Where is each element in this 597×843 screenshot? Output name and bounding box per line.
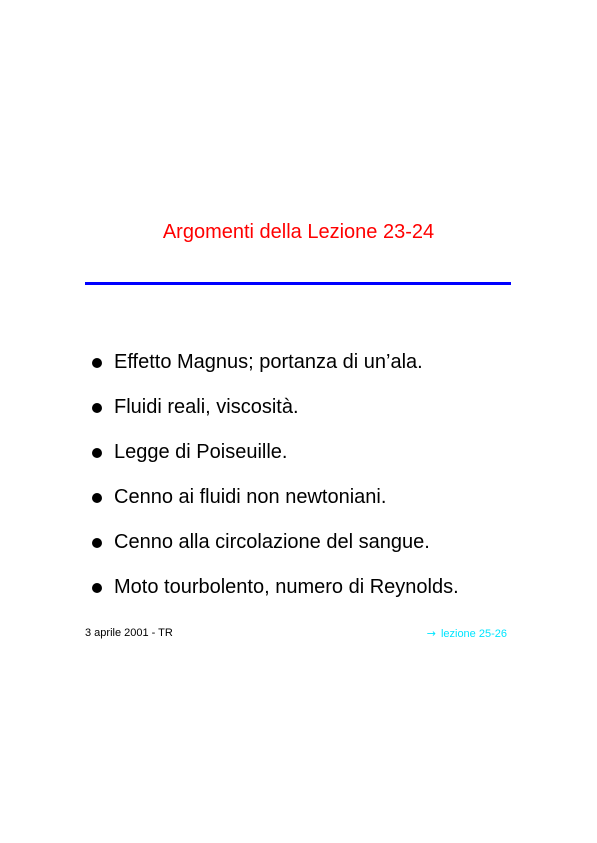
title-divider: [85, 282, 511, 285]
list-item-text: Cenno alla circolazione del sangue.: [114, 531, 430, 553]
bullet-icon: [92, 538, 102, 548]
list-item: [92, 475, 459, 520]
bullet-icon: [92, 403, 102, 413]
list-item-text: Moto tourbolento, numero di Reynolds.: [114, 576, 459, 598]
footer-date: 3 aprile 2001 - TR: [85, 627, 173, 639]
bullet-icon: [92, 358, 102, 368]
list-item: [92, 520, 459, 565]
list-item: [92, 340, 459, 385]
arrow-right-icon: →: [426, 627, 436, 640]
bullet-icon: [92, 493, 102, 503]
list-item: [92, 565, 459, 610]
list-item: [92, 430, 459, 475]
bullet-icon: [92, 583, 102, 593]
bullet-icon: [92, 448, 102, 458]
list-item-text: Effetto Magnus; portanza di un’ala.: [114, 351, 423, 373]
list-item-text: Legge di Poiseuille.: [114, 441, 288, 463]
next-lecture-label: lezione 25-26: [440, 628, 507, 640]
list-item-text: Fluidi reali, viscosità.: [114, 396, 299, 418]
list-item-text: Cenno ai fluidi non newtoniani.: [114, 486, 387, 508]
list-item: [92, 385, 459, 430]
topic-list: [92, 340, 459, 610]
next-lecture-link[interactable]: [427, 627, 507, 640]
slide-title: Argomenti della Lezione 23-24: [162, 221, 435, 243]
